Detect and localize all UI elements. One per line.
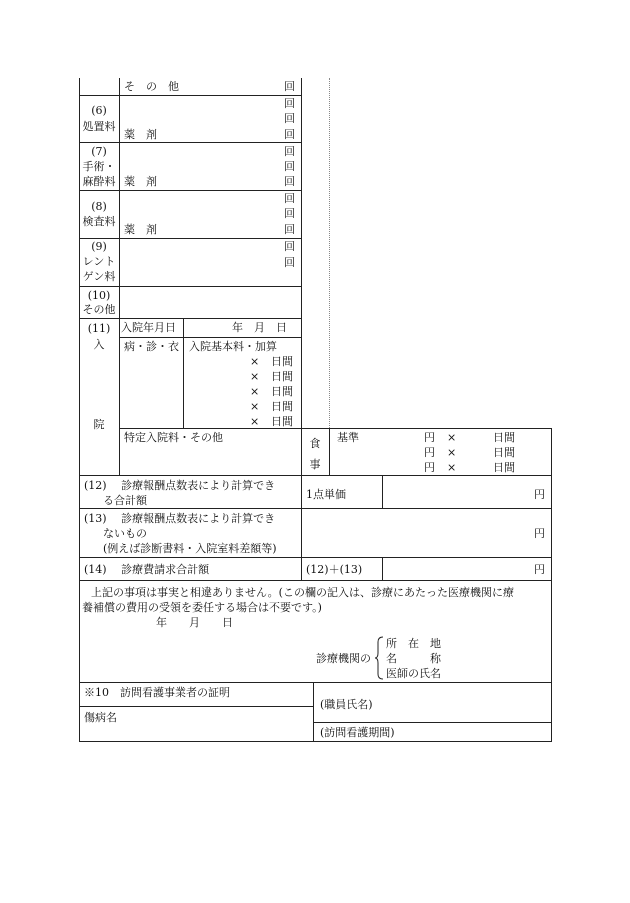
unit-nichikan: 日間 [493, 461, 515, 474]
unit-nichikan: 日間 [271, 400, 293, 413]
s10-label: その他 [82, 303, 116, 316]
unit-yen: 円 [534, 527, 545, 540]
unit-kai: 回 [284, 256, 295, 269]
s11-label-bottom: 院 [93, 418, 105, 431]
unit-yen: 円 [424, 431, 435, 444]
s6-label: 処置料 [82, 120, 116, 133]
times-sign: × [447, 446, 457, 459]
row-line [119, 428, 551, 429]
row-line [313, 722, 551, 723]
row-line [119, 337, 301, 338]
row-line [79, 475, 551, 476]
unit-kai: 回 [284, 97, 295, 110]
unit-price-label: 1点単価 [306, 488, 346, 501]
unit-kai: 回 [284, 145, 295, 158]
staff-name-label: (職員氏名) [320, 698, 373, 711]
cell-divider [301, 475, 302, 580]
unit-nichikan: 日間 [493, 431, 515, 444]
unit-yen: 円 [534, 563, 545, 576]
times-sign: × [250, 385, 260, 398]
admission-date-value: 年 月 日 [232, 321, 287, 334]
admission-date-label: 入院年月日 [121, 321, 176, 334]
unit-kai: 回 [284, 112, 295, 125]
cell-divider [329, 428, 330, 475]
cell-divider [382, 557, 383, 580]
unit-yen: 円 [424, 446, 435, 459]
s12-line-2: る合計額 [103, 494, 147, 507]
period-label: (訪問看護期間) [320, 726, 395, 739]
unit-yen: 円 [424, 461, 435, 474]
meal-char-1: 食 [309, 437, 321, 450]
times-sign: × [447, 431, 457, 444]
row-line [79, 190, 301, 191]
times-sign: × [250, 355, 260, 368]
times-sign: × [250, 400, 260, 413]
s8-num: (8) [91, 200, 107, 213]
row-line [79, 318, 301, 319]
unit-nichikan: 日間 [271, 385, 293, 398]
cell-divider [313, 682, 314, 742]
row-line [79, 95, 301, 96]
cell-divider [183, 318, 184, 428]
cell-divider [382, 475, 383, 508]
table-border-bottom [79, 741, 551, 742]
visit-title: ※10 訪問看護事業者の証明 [84, 686, 230, 699]
unit-nichikan: 日間 [271, 355, 293, 368]
special-fee-label: 特定入院料・その他 [124, 431, 223, 444]
s14-label: (14) 診療費請求合計額 [84, 563, 210, 576]
s11-num: (11) [87, 322, 111, 335]
unit-nichikan: 日間 [493, 446, 515, 459]
row-line [79, 580, 551, 581]
unit-kai: 回 [284, 207, 295, 220]
disease-label: 傷病名 [84, 711, 117, 724]
meal-standard-label: 基準 [337, 431, 359, 444]
s13-line-2: ないもの [103, 527, 147, 540]
unit-kai: 回 [284, 175, 295, 188]
cert-date: 年 月 日 [156, 616, 233, 629]
curly-brace-icon [374, 636, 384, 680]
s7-num: (7) [91, 145, 107, 158]
yakuzai-label: 薬 剤 [124, 223, 157, 236]
unit-kai: 回 [284, 80, 295, 93]
row-line [79, 557, 551, 558]
row-line [79, 508, 551, 509]
cert-line-1: 上記の事項は事実と相違ありません。(この欄の記入は、診療にあたった医療機関に療 [91, 586, 514, 599]
table-border-right [551, 428, 552, 742]
row-line [79, 706, 313, 707]
address-label: 所 在 地 [386, 637, 441, 650]
times-sign: × [250, 415, 260, 428]
cert-line-2: 養補償の費用の受領を委任する場合は不要です。) [82, 601, 322, 614]
unit-kai: 回 [284, 192, 295, 205]
s7-label-2: 麻酔料 [82, 175, 116, 188]
s9-label-2: ゲン料 [82, 270, 116, 283]
s14-formula: (12)＋(13) [306, 563, 363, 576]
row-line [79, 286, 301, 287]
unit-nichikan: 日間 [271, 415, 293, 428]
left-block-edge [301, 78, 302, 428]
dotted-divider [329, 78, 330, 428]
row-line [79, 238, 301, 239]
s12-line-1: (12) 診療報酬点数表により計算でき [84, 479, 276, 492]
sonota-label: そ の 他 [124, 80, 179, 93]
unit-kai: 回 [284, 128, 295, 141]
times-sign: × [447, 461, 457, 474]
meal-char-2: 事 [309, 458, 321, 471]
unit-kai: 回 [284, 223, 295, 236]
unit-yen: 円 [534, 488, 545, 501]
unit-kai: 回 [284, 240, 295, 253]
s11-label-top: 入 [93, 338, 105, 351]
unit-nichikan: 日間 [271, 370, 293, 383]
s13-line-1: (13) 診療報酬点数表により計算でき [84, 512, 276, 525]
times-sign: × [250, 370, 260, 383]
s13-line-3: (例えば診断書料・入院室料差額等) [103, 542, 277, 555]
yakuzai-label: 薬 剤 [124, 175, 157, 188]
row-line [79, 682, 551, 683]
unit-kai: 回 [284, 160, 295, 173]
basic-fee-label: 入院基本料・加算 [189, 340, 277, 353]
s9-label-1: レント [82, 255, 116, 268]
institution-label: 診療機関の [316, 652, 371, 665]
s8-label: 検査料 [82, 215, 116, 228]
s7-label-1: 手術・ [82, 160, 116, 173]
ward-label: 病・診・衣 [124, 340, 179, 353]
label-column-divider [119, 78, 120, 475]
name-label: 名 称 [386, 652, 441, 665]
yakuzai-label: 薬 剤 [124, 128, 157, 141]
doctor-label: 医師の氏名 [386, 667, 441, 680]
s10-num: (10) [87, 289, 111, 302]
s6-num: (6) [91, 104, 107, 117]
row-line [79, 142, 301, 143]
s9-num: (9) [91, 240, 107, 253]
